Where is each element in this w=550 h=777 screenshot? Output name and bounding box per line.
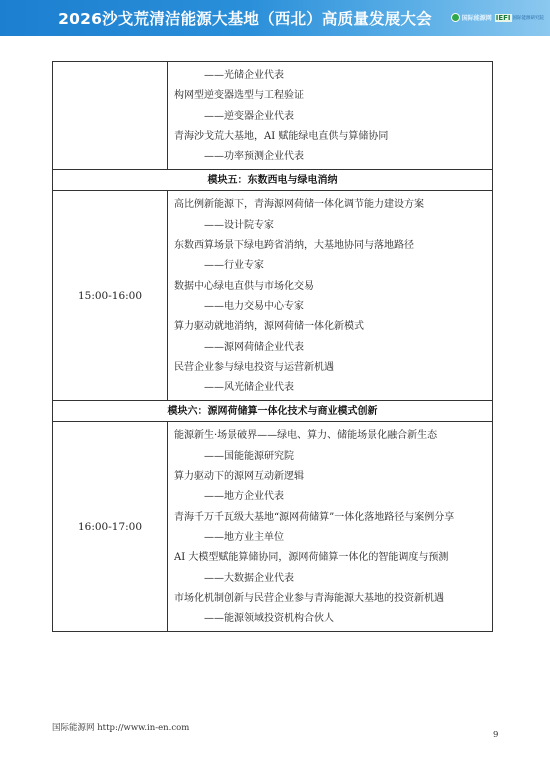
time-cell: 15:00-16:00	[53, 191, 168, 400]
agenda-row-top	[53, 62, 493, 170]
speaker-line: ——电力交易中心专家	[204, 300, 304, 312]
speaker-line: ——地方业主单位	[204, 531, 284, 543]
module6-title: 模块六：源网荷储算一体化技术与商业模式创新	[53, 401, 493, 422]
speaker-line: ——源网荷储企业代表	[204, 341, 304, 353]
topic-line: 算力驱动就地消纳，源网荷储一体化新模式	[174, 321, 364, 333]
topic-line: 东数西算场景下绿电跨省消纳，大基地协同与落地路径	[174, 240, 414, 252]
agenda-table	[52, 61, 493, 632]
topic-line: 高比例新能源下，青海源网荷储一体化调节能力建设方案	[174, 199, 424, 211]
in-en-logo	[451, 13, 492, 22]
module5-title: 模块五：东数西电与绿电消纳	[53, 170, 493, 191]
topic-line: AI 大模型赋能算储协同，源网荷储算一体化的智能调度与预测	[174, 552, 449, 564]
topic-line: 构网型逆变器选型与工程验证	[174, 90, 304, 102]
content-cell	[168, 62, 493, 169]
speaker-line: ——风光储企业代表	[204, 382, 294, 394]
globe-icon	[451, 13, 460, 22]
topic-line: 数据中心绿电直供与市场化交易	[174, 280, 314, 292]
iefi-logo	[495, 14, 544, 22]
footer-source: 国际能源网 http://www.in-en.com	[52, 723, 190, 733]
logo2-text: 国际能源研究院	[512, 15, 544, 21]
page-number: 9	[493, 730, 499, 740]
speaker-line: ——行业专家	[204, 260, 264, 272]
topic-line: 算力驱动下的源网互动新逻辑	[174, 471, 304, 483]
header-logos	[451, 13, 544, 22]
speaker-line: ——地方企业代表	[204, 491, 284, 503]
logo1-text: 国际能源网	[461, 15, 492, 22]
speaker-line: ——逆变器企业代表	[204, 110, 294, 122]
agenda-row-module5	[53, 191, 493, 401]
agenda-row-module6	[53, 422, 493, 632]
speaker-line: ——功率预测企业代表	[204, 151, 304, 163]
time-cell	[53, 62, 168, 169]
content-cell	[168, 422, 493, 631]
topic-line: 民营企业参与绿电投资与运营新机遇	[174, 361, 334, 373]
speaker-line: ——设计院专家	[204, 219, 274, 231]
content-cell	[168, 191, 493, 400]
speaker-line: ——能源领域投资机构合伙人	[204, 613, 334, 625]
speaker-line: ——光储企业代表	[204, 70, 284, 81]
time-cell: 16:00-17:00	[53, 422, 168, 631]
conference-title: 2026沙戈荒清洁能源大基地（西北）高质量发展大会	[58, 10, 432, 28]
topic-line: 青海千万千瓦级大基地“源网荷储算”一体化落地路径与案例分享	[174, 511, 455, 523]
page-header-banner	[0, 0, 550, 36]
topic-line: 能源新生·场景破界——绿电、算力、储能场景化融合新生态	[174, 430, 438, 442]
speaker-line: ——大数据企业代表	[204, 572, 294, 584]
topic-line: 市场化机制创新与民营企业参与青海能源大基地的投资新机遇	[174, 592, 444, 604]
iefi-mark: IEFI	[495, 13, 511, 22]
topic-line: 青海沙戈荒大基地，AI 赋能绿电直供与算储协同	[174, 130, 389, 142]
speaker-line: ——国能能源研究院	[204, 450, 294, 462]
